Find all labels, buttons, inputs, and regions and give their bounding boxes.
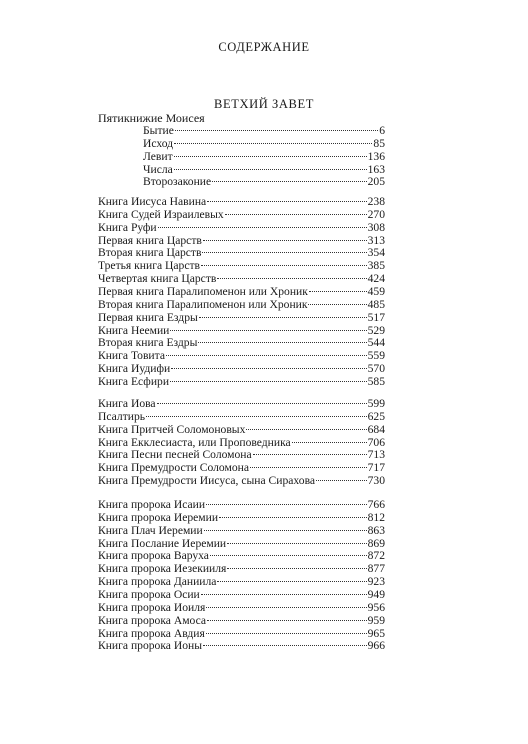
toc-entry-page: 706 [367, 435, 385, 449]
dot-leader [246, 429, 366, 430]
toc-entry-title: Книга Товита [98, 349, 165, 363]
toc-entry [98, 436, 385, 449]
toc-entry-page: 270 [367, 207, 385, 221]
toc-entry-title: Книга Премудрости Иисуса, сына Сирахова [98, 474, 316, 488]
dot-leader [198, 342, 366, 343]
toc-entry-title: Вторая книга Ездры [98, 336, 198, 350]
toc-entry [98, 285, 385, 298]
toc-entry-page: 684 [367, 422, 385, 436]
toc-entry-page: 766 [367, 498, 385, 511]
toc-entry-title: Книга Иисуса Навина [98, 195, 207, 208]
toc-entry-page: 713 [367, 448, 385, 462]
toc-entry [98, 221, 385, 234]
toc-entry-page: 459 [367, 284, 385, 298]
toc-entry-title: Левит [143, 149, 173, 163]
toc-entry-page: 424 [367, 272, 385, 286]
toc-entry-title: Книга Притчей Соломоновых [98, 422, 246, 436]
toc-entry [98, 474, 385, 487]
toc-entry [98, 498, 385, 511]
toc-entry-page: 965 [367, 626, 385, 640]
toc-entry [98, 259, 385, 272]
dot-leader [253, 454, 367, 455]
toc-entry-title: Вторая книга Царств [98, 246, 202, 260]
dot-leader [203, 240, 367, 241]
toc-entry-title: Книга пророка Амоса [98, 613, 207, 627]
toc-entry-page: 872 [367, 549, 385, 563]
toc-entry-title: Книга Судей Израилевых [98, 207, 224, 221]
toc-entry-title: Первая книга Ездры [98, 310, 198, 324]
toc-entry [98, 448, 385, 461]
toc-entry-title: Псалтирь [98, 409, 146, 423]
toc-entry-title: Книга Плач Иеремии [98, 523, 203, 537]
toc-entry [98, 208, 385, 221]
toc-entry-title: Книга Есфири [98, 374, 170, 388]
toc-entry [98, 614, 385, 627]
dot-leader [207, 620, 367, 621]
toc-entry-title: Книга пророка Ионы [98, 639, 202, 653]
toc-entry-page: 585 [367, 374, 385, 388]
toc-entry-title: Книга Екклесиаста, или Проповедника [98, 435, 291, 449]
toc-entry-title: Второзаконие [143, 175, 212, 189]
toc-entry-page: 136 [367, 149, 385, 163]
toc-entry-title: Книга пророка Даниила [98, 575, 217, 589]
dot-leader [170, 330, 366, 331]
toc-entry [98, 524, 385, 537]
toc-entry-title: Первая книга Царств [98, 233, 202, 247]
toc-entry [143, 137, 385, 150]
dot-leader [206, 504, 367, 505]
toc-entry-page: 313 [367, 233, 385, 247]
dot-leader [219, 517, 367, 518]
toc-entry [98, 397, 385, 410]
dot-leader [227, 568, 366, 569]
toc-entry-title: Книга Иова [98, 397, 156, 410]
toc-entry-title: Книга Неемии [98, 323, 170, 337]
toc-entry-title: Книга Послание Иеремии [98, 536, 227, 550]
toc-entry [98, 298, 385, 311]
section-heading: ВЕТХИЙ ЗАВЕТ [214, 97, 314, 111]
toc-entry-page: 238 [367, 195, 385, 208]
dot-leader [206, 607, 366, 608]
dot-leader [175, 130, 378, 131]
toc-entry [143, 175, 385, 188]
toc-entry-page: 559 [367, 349, 385, 363]
toc-entry [98, 349, 385, 362]
toc-entry [98, 410, 385, 423]
toc-entry-page: 956 [367, 600, 385, 614]
dot-leader [202, 252, 366, 253]
dot-leader [174, 143, 372, 144]
toc-entry-page: 85 [373, 136, 385, 150]
dot-leader [210, 555, 367, 556]
toc-entry-title: Исход [143, 136, 174, 150]
toc-entry [143, 150, 385, 163]
toc-entry [98, 362, 385, 375]
dot-leader [201, 594, 367, 595]
dot-leader [207, 201, 366, 202]
dot-leader [316, 480, 367, 481]
toc-entry [98, 562, 385, 575]
toc-entry-page: 163 [367, 162, 385, 176]
toc-entry-title: Вторая книга Паралипоменон или Хроник [98, 297, 308, 311]
toc-entry-title: Бытие [143, 124, 174, 137]
dot-leader [170, 381, 367, 382]
toc-entry [98, 461, 385, 474]
toc-entry [143, 163, 385, 176]
toc-entry-title: Книга Иудифи [98, 362, 171, 376]
toc-entry [98, 423, 385, 436]
toc-entry [98, 601, 385, 614]
toc-entry-page: 308 [367, 220, 385, 234]
dot-leader [212, 181, 366, 182]
toc-entry-title: Первая книга Паралипоменон или Хроник [98, 284, 308, 298]
dot-leader [227, 543, 366, 544]
toc-entry [98, 272, 385, 285]
dot-leader [225, 214, 367, 215]
toc-entry [98, 575, 385, 588]
toc-entry-page: 599 [367, 397, 385, 410]
toc-entry-title: Числа [143, 162, 173, 176]
toc-entry-page: 485 [367, 297, 385, 311]
toc-entry [98, 311, 385, 324]
toc-entry-page: 354 [367, 246, 385, 260]
toc-entry-page: 877 [367, 562, 385, 576]
toc-entry-page: 205 [367, 175, 385, 189]
toc-entry-page: 812 [367, 510, 385, 524]
toc-entry [98, 549, 385, 562]
toc-entry-page: 625 [367, 409, 385, 423]
toc-entry [98, 511, 385, 524]
dot-leader [206, 633, 367, 634]
toc-entry-title: Книга пророка Иезекииля [98, 562, 227, 576]
page-heading: СОДЕРЖАНИЕ [218, 40, 310, 54]
dot-leader [201, 265, 367, 266]
toc-entry-page: 863 [367, 523, 385, 537]
toc-entry-page: 730 [367, 474, 385, 488]
toc-entry-page: 949 [367, 587, 385, 601]
toc-entry-title: Книга пророка Исаии [98, 498, 206, 511]
toc-entry [98, 195, 385, 208]
dot-leader [309, 291, 367, 292]
toc-entry-title: Третья книга Царств [98, 259, 201, 273]
toc-entry-title: Книга Руфи [98, 220, 157, 234]
toc-entry-title: Книга Премудрости Соломона [98, 461, 249, 475]
toc-entry-page: 717 [367, 461, 385, 475]
dot-leader [308, 304, 366, 305]
dot-leader [292, 442, 367, 443]
toc-entry [98, 588, 385, 601]
dot-leader [174, 156, 367, 157]
toc-entry [98, 537, 385, 550]
toc-entry [98, 627, 385, 640]
pentateuch-title: Пятикнижие Моисея [98, 111, 205, 125]
toc-entry-page: 959 [367, 613, 385, 627]
dot-leader [158, 227, 367, 228]
toc-entry-title: Четвертая книга Царств [98, 272, 217, 286]
toc-entry-page: 529 [367, 323, 385, 337]
toc-entry-title: Книга Песни песней Соломона [98, 448, 252, 462]
toc-entry-title: Книга пророка Иеремии [98, 510, 219, 524]
dot-leader [217, 278, 366, 279]
toc-entry-title: Книга пророка Варуха [98, 549, 209, 563]
dot-leader [174, 169, 367, 170]
dot-leader [217, 581, 366, 582]
toc-entry [98, 246, 385, 259]
toc-entry-page: 6 [379, 124, 385, 137]
dot-leader [166, 355, 367, 356]
toc-entry-page: 966 [367, 639, 385, 653]
toc-entry-title: Книга пророка Осии [98, 587, 200, 601]
dot-leader [199, 317, 367, 318]
toc-entry-title: Книга пророка Авдия [98, 626, 205, 640]
toc-entry [98, 639, 385, 652]
dot-leader [157, 403, 367, 404]
toc-entry [98, 336, 385, 349]
toc-entry-page: 544 [367, 336, 385, 350]
toc-entry-page: 869 [367, 536, 385, 550]
toc-entry-page: 517 [367, 310, 385, 324]
toc-entry [98, 375, 385, 388]
dot-leader [250, 467, 367, 468]
toc-entry-page: 923 [367, 575, 385, 589]
dot-leader [146, 416, 367, 417]
toc-entry [98, 234, 385, 247]
dot-leader [204, 530, 367, 531]
dot-leader [203, 645, 367, 646]
toc-entry [98, 324, 385, 337]
dot-leader [171, 368, 366, 369]
toc-entry-title: Книга пророка Иоиля [98, 600, 206, 614]
toc-entry-page: 385 [367, 259, 385, 273]
toc-entry-page: 570 [367, 362, 385, 376]
toc-entry [143, 124, 385, 137]
